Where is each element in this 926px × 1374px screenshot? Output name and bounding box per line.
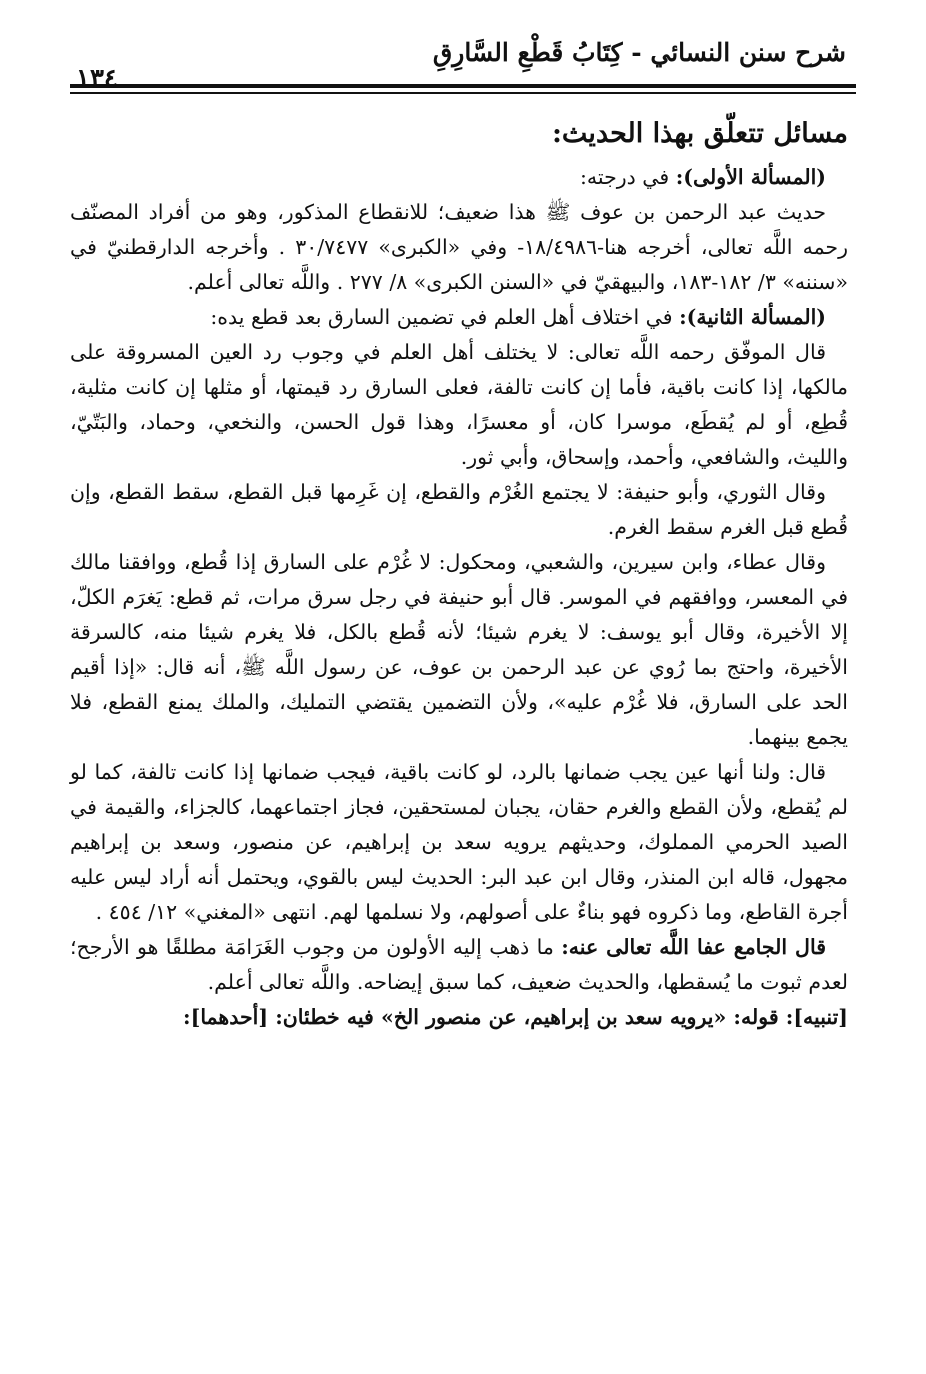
issue1-heading (70, 160, 848, 195)
issue1-paragraph: حديث عبد الرحمن بن عوف ﷺ هذا ضعيف؛ للانقطاع المذكور، وهو من أفراد المصنّف رحمه اللَّه تعالى، أخرجه هنا-١٨/٤٩٨٦- وفي «الكبرى» ٣٠/٧٤٧٧ . وأخرجه الدارقطنيّ في «سننه» ٣/ ١٨٢-١٨٣، والبيهقيّ في «السنن الكبرى» ٨/ ٢٧٧ . واللَّه تعالى أعلم. (70, 200, 848, 294)
issue2-heading-text: في اختلاف أهل العلم في تضمين السارق بعد قطع يده: (210, 305, 680, 329)
header-rule-thick (70, 84, 856, 88)
note-label: [تنبيه]: (785, 1005, 848, 1029)
issue2-paragraph-1: قال الموفّق رحمه اللَّه تعالى: لا يختلف أهل العلم في وجوب رد العين المسروقة على مالكها، إذا كانت باقية، فأما إن كانت تالفة، فعلى السارق رد قيمتها، أو مثلها إن كانت مثلية، قُطِع، أو لم يُقطَع، موسرا كان، أو معسرًا، وهذا قول الحسن، والنخعي، وحماد، والبَتّيّ، والليث، والشافعي، وأحمد، وإسحاق، وأبي ثور. (70, 340, 848, 469)
page-number: ١٣٤ (76, 64, 118, 94)
issue2-label: (المسألة الثانية): (679, 305, 826, 329)
header-rule-thin (70, 92, 856, 94)
issue2-paragraph-2: وقال الثوري، وأبو حنيفة: لا يجتمع الغُرْم والقطع، إن غَرِمها قبل القطع، سقط القطع، وإن قُطع قبل الغرم سقط الغرم. (70, 480, 848, 539)
running-title: شرح سنن النسائي - كِتَابُ قَطْعِ السَّارِقِ (432, 38, 846, 67)
page-header (70, 36, 856, 78)
conclusion-text: ما ذهب إليه الأولون من وجوب الغَرَامَة مطلقًا هو الأرجح؛ لعدم ثبوت ما يُسقطها، والحديث ضعيف، كما سبق إيضاحه. واللَّه تعالى أعلم. (70, 935, 848, 994)
issue2-paragraph-3: وقال عطاء، وابن سيرين، والشعبي، ومحكول: لا غُرْم على السارق إذا قُطع، ووافقنا مالك في المعسر، ووافقهم في الموسر. قال أبو حنيفة في رجل سرق مرات، ثم قطع: يَغرَم الكلّ، إلا الأخيرة، وقال أبو يوسف: لا يغرم شيئا؛ لأنه قُطع بالكل، فلا يغرم شيئا منه، كالسرقة الأخيرة، واحتج بما رُوي عن عبد الرحمن بن عوف، عن رسول اللَّه ﷺ، أنه قال: «إذا أقيم الحد على السارق، فلا غُرْم عليه»، ولأن التضمين يقتضي التمليك، والملك يمنع القطع، فلا يجمع بينهما. (70, 550, 848, 749)
issue1-label: (المسألة الأولى): (675, 165, 826, 189)
conclusion-paragraph (70, 930, 848, 1000)
note-paragraph (70, 1000, 848, 1035)
section-title: مسائل تتعلّق بهذا الحديث: (551, 118, 848, 149)
page-body (70, 112, 848, 1035)
conclusion-label: قال الجامع عفا اللَّه تعالى عنه: (561, 935, 826, 959)
note-text: قوله: «يرويه سعد بن إبراهيم، عن منصور الخ» فيه خطئان: (275, 1005, 786, 1029)
issue2-heading (70, 300, 848, 335)
note-end-label: [أحدهما]: (183, 1005, 276, 1029)
issue2-paragraph-4: قال: ولنا أنها عين يجب ضمانها بالرد، لو كانت باقية، فيجب ضمانها إذا كانت تالفة، كما لو لم يُقطع، ولأن القطع والغرم حقان، يجبان لمستحقين، فجاز اجتماعهما، كالجزاء، والقيمة في الصيد الحرمي المملوك، وحديثهم يرويه سعد بن إبراهيم، عن منصور، وسعد بن إبراهيم مجهول، قاله ابن المنذر، وقال ابن عبد البر: الحديث ليس بالقوي، ويحتمل أنه أراد ليس عليه أجرة القاطع، وما ذكروه فهو بناءٌ على أصولهم، ولا نسلمها لهم. انتهى «المغني» ١٢/ ٤٥٤ . (70, 760, 848, 924)
issue1-heading-text: في درجته: (579, 165, 676, 189)
